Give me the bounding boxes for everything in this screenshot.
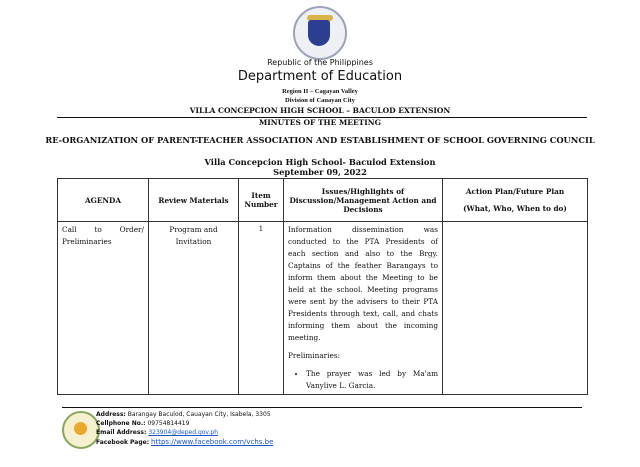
department-name: Department of Education bbox=[237, 69, 403, 84]
deped-seal-logo bbox=[293, 6, 347, 60]
prayer-item: • The prayer was led by Ma'am Vanylive L. Garcia. bbox=[306, 368, 438, 392]
col-agenda: AGENDA bbox=[58, 179, 149, 222]
issues-text: Information dissemination was conducted to the PTA Presidents of each section and also to the Brgy. Captains of the feather Barangays to inform them about the Meeting to be held at the school. Meeting programs were sent by the advisers to their PTA Presidents through text, call, and chats informing them about the incoming meeting. bbox=[288, 225, 438, 342]
table-row bbox=[58, 222, 588, 395]
facebook-link[interactable]: https://www.facebook.com/vchs.be bbox=[151, 438, 274, 446]
footer-email bbox=[96, 429, 218, 436]
footer-address bbox=[96, 411, 271, 418]
date: September 09, 2022 bbox=[273, 167, 367, 177]
col-action-title: Action Plan/Future Plan bbox=[465, 187, 565, 196]
phone-value: 09754814419 bbox=[147, 420, 190, 427]
facebook-label: Facebook Page: bbox=[96, 439, 150, 446]
preliminaries-label: Preliminaries: bbox=[288, 351, 341, 360]
republic-line: Republic of the Philippines bbox=[267, 58, 373, 67]
item-cell: 1 bbox=[239, 222, 284, 395]
footer-facebook bbox=[96, 438, 273, 446]
address-value: Barangay Baculod, Cauayan City, Isabela, 3305 bbox=[127, 411, 271, 418]
doc-type: MINUTES OF THE MEETING bbox=[258, 118, 382, 127]
footer-divider bbox=[62, 407, 582, 408]
venue: Villa Concepcion High School- Baculod Extension bbox=[204, 157, 436, 167]
school-logo bbox=[62, 411, 100, 449]
division: Division of Cauayan City bbox=[285, 97, 355, 104]
action-cell bbox=[443, 222, 588, 395]
issues-cell bbox=[284, 222, 443, 395]
table-header-row bbox=[58, 179, 588, 222]
phone-label: Cellphone No.: bbox=[96, 420, 146, 427]
address-label: Address: bbox=[96, 411, 126, 418]
region: Region II – Cagayan Valley bbox=[282, 88, 358, 95]
col-issues: Issues/Highlights of Discussion/Management Action and Decisions bbox=[284, 179, 443, 222]
email-label: Email Address: bbox=[96, 429, 147, 436]
col-materials: Review Materials bbox=[149, 179, 239, 222]
agenda-cell: Call to Order/ Preliminaries bbox=[58, 222, 149, 395]
footer-phone bbox=[96, 420, 189, 427]
email-link[interactable]: 323904@deped.gov.ph bbox=[148, 429, 219, 436]
col-action bbox=[443, 179, 588, 222]
meeting-title: RE-ORGANIZATION OF PARENT-TEACHER ASSOCIATION AND ESTABLISHMENT OF SCHOOL GOVERNING COUNCIL bbox=[45, 135, 595, 145]
materials-cell: Program and Invitation bbox=[149, 222, 239, 395]
school-name: VILLA CONCEPCION HIGH SCHOOL – BACULOD EXTENSION bbox=[189, 106, 451, 115]
minutes-table bbox=[57, 178, 588, 395]
col-item: Item Number bbox=[239, 179, 284, 222]
col-action-sub: (What, Who, When to do) bbox=[463, 204, 567, 213]
